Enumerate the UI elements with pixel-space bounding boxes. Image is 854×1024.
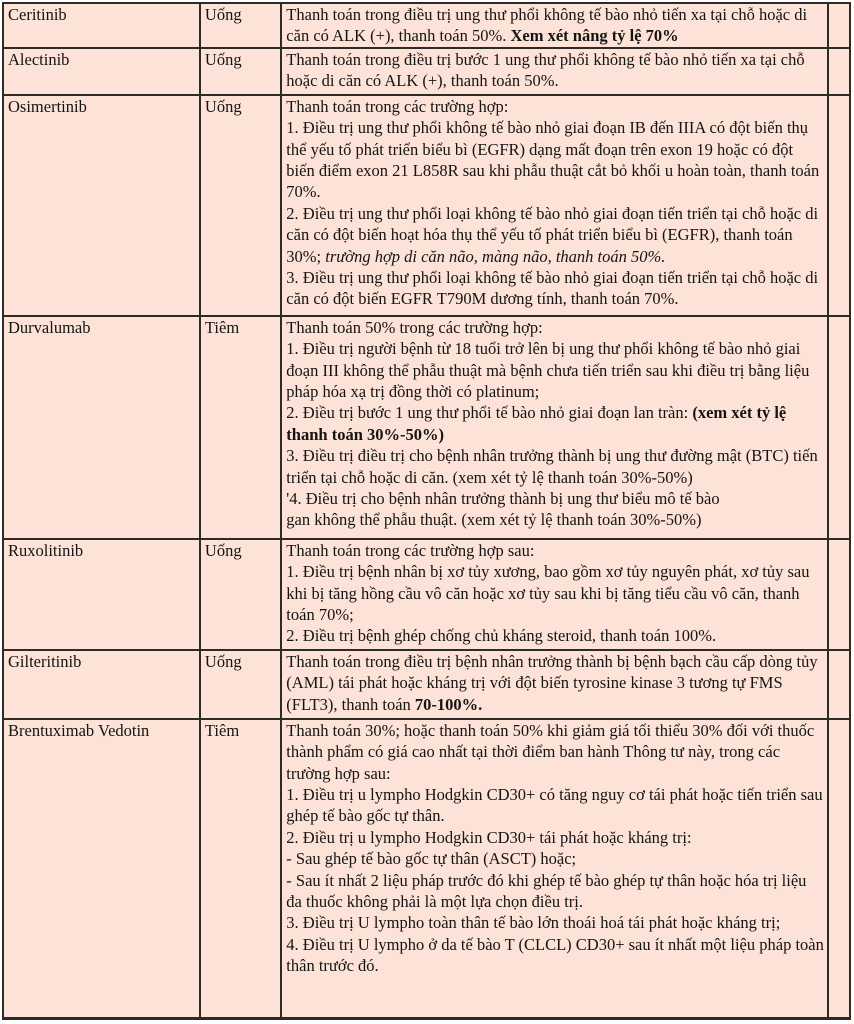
conditions-cell: Thanh toán trong các trường hợp sau: 1. Điều trị bệnh nhân bị xơ tủy xương, bao gồm xơ tủy nguyên phát, xơ tủy sau khi bị tăng hồng cầu vô căn hoặc xơ tủy sau khi bị tăng tiểu cầu vô căn, thanh toán 70%; 2. Điều trị bệnh ghép chống chủ kháng steroid, thanh toán 100%. <box>281 539 828 650</box>
conditions-cell: Thanh toán trong điều trị bước 1 ung thư phổi không tế bào nhỏ tiến xa tại chỗ hoặc di căn có ALK (+), thanh toán 50%. <box>281 48 828 95</box>
table-row-ceritinib <box>3 3 850 48</box>
conditions-cell: Thanh toán trong điều trị ung thư phổi không tế bào nhỏ tiến xa tại chỗ hoặc di căn có ALK (+), thanh toán 50%. Xem xét nâng tỷ lệ 70% <box>281 3 828 48</box>
route-cell: Uống <box>200 48 281 95</box>
route-cell: Uống <box>200 95 281 316</box>
note-cell <box>828 3 850 48</box>
drug-reimbursement-table <box>2 2 851 1020</box>
drug-name-cell: Ruxolitinib <box>3 539 200 650</box>
drug-name-cell: Ceritinib <box>3 3 200 48</box>
drug-name-cell: Durvalumab <box>3 316 200 539</box>
route-cell: Uống <box>200 3 281 48</box>
route-cell: Tiêm <box>200 316 281 539</box>
conditions-cell: Thanh toán 30%; hoặc thanh toán 50% khi giảm giá tối thiểu 30% đối với thuốc thành phẩm có giá cao nhất tại thời điểm ban hành Thông tư này, trong các trường hợp sau: 1. Điều trị u lympho Hodgkin CD30+ có tăng nguy cơ tái phát hoặc tiến triển sau ghép tế bào gốc tự thân. 2. Điều trị u lympho Hodgkin CD30+ tái phát hoặc kháng trị: - Sau ghép tế bào gốc tự thân (ASCT) hoặc; - Sau ít nhất 2 liệu pháp trước đó khi ghép tế bào ghép tự thân hoặc hóa trị liệu đa thuốc không phải là một lựa chọn điều trị. 3. Điều trị U lympho toàn thân tế bào lớn thoái hoá tái phát hoặc kháng trị; 4. Điều trị U lympho ở da tế bào T (CLCL) CD30+ sau ít nhất một liệu pháp toàn thân trước đó. <box>281 719 828 1019</box>
note-cell <box>828 316 850 539</box>
drug-name-cell: Alectinib <box>3 48 200 95</box>
drug-name-cell: Osimertinib <box>3 95 200 316</box>
note-cell <box>828 95 850 316</box>
note-cell <box>828 539 850 650</box>
table-row-osimertinib <box>3 95 850 316</box>
table-row-ruxolitinib <box>3 539 850 650</box>
route-cell: Uống <box>200 650 281 719</box>
table-row-gilteritinib <box>3 650 850 719</box>
note-cell <box>828 719 850 1019</box>
note-cell <box>828 650 850 719</box>
conditions-cell: Thanh toán trong các trường hợp: 1. Điều trị ung thư phổi không tế bào nhỏ giai đoạn IB đến IIIA có đột biến thụ thể yếu tố phát triển biểu bì (EGFR) dạng mất đoạn trên exon 19 hoặc có đột biến điểm exon 21 L858R sau khi phẫu thuật cắt bỏ khối u hoàn toàn, thanh toán 70%. 2. Điều trị ung thư phổi loại không tế bào nhỏ giai đoạn tiến triển tại chỗ hoặc di căn có đột biến hoạt hóa thụ thể yếu tố phát triển biểu bì (EGFR), thanh toán 30%; trường hợp di căn não, màng não, thanh toán 50%. 3. Điều trị ung thư phổi loại không tế bào nhỏ giai đoạn tiến triển tại chỗ hoặc di căn có đột biến EGFR T790M dương tính, thanh toán 70%. <box>281 95 828 316</box>
route-cell: Tiêm <box>200 719 281 1019</box>
table-row-durvalumab <box>3 316 850 539</box>
drug-name-cell: Gilteritinib <box>3 650 200 719</box>
table-row-alectinib <box>3 48 850 95</box>
route-cell: Uống <box>200 539 281 650</box>
conditions-cell: Thanh toán 50% trong các trường hợp: 1. Điều trị người bệnh từ 18 tuổi trở lên bị ung thư phổi không tế bào nhỏ giai đoạn III không thể phẫu thuật mà bệnh chưa tiến triển sau khi điều trị bằng liệu pháp hóa xạ trị đồng thời có platinum; 2. Điều trị bước 1 ung thư phổi tế bào nhỏ giai đoạn lan tràn: (xem xét tỷ lệ thanh toán 30%-50%) 3. Điều trị điều trị cho bệnh nhân trưởng thành bị ung thư đường mật (BTC) tiến triển tại chỗ hoặc di căn. (xem xét tỷ lệ thanh toán 30%-50%) '4. Điều trị cho bệnh nhân trưởng thành bị ung thư biểu mô tế bào gan không thể phẫu thuật. (xem xét tỷ lệ thanh toán 30%-50%) <box>281 316 828 539</box>
note-cell <box>828 48 850 95</box>
drug-name-cell: Brentuximab Vedotin <box>3 719 200 1019</box>
table-row-brentuximab-vedotin <box>3 719 850 1019</box>
conditions-cell: Thanh toán trong điều trị bệnh nhân trưởng thành bị bệnh bạch cầu cấp dòng tủy (AML) tái phát hoặc kháng trị với đột biến tyrosine kinase 3 tương tự FMS (FLT3), thanh toán 70-100%. <box>281 650 828 719</box>
